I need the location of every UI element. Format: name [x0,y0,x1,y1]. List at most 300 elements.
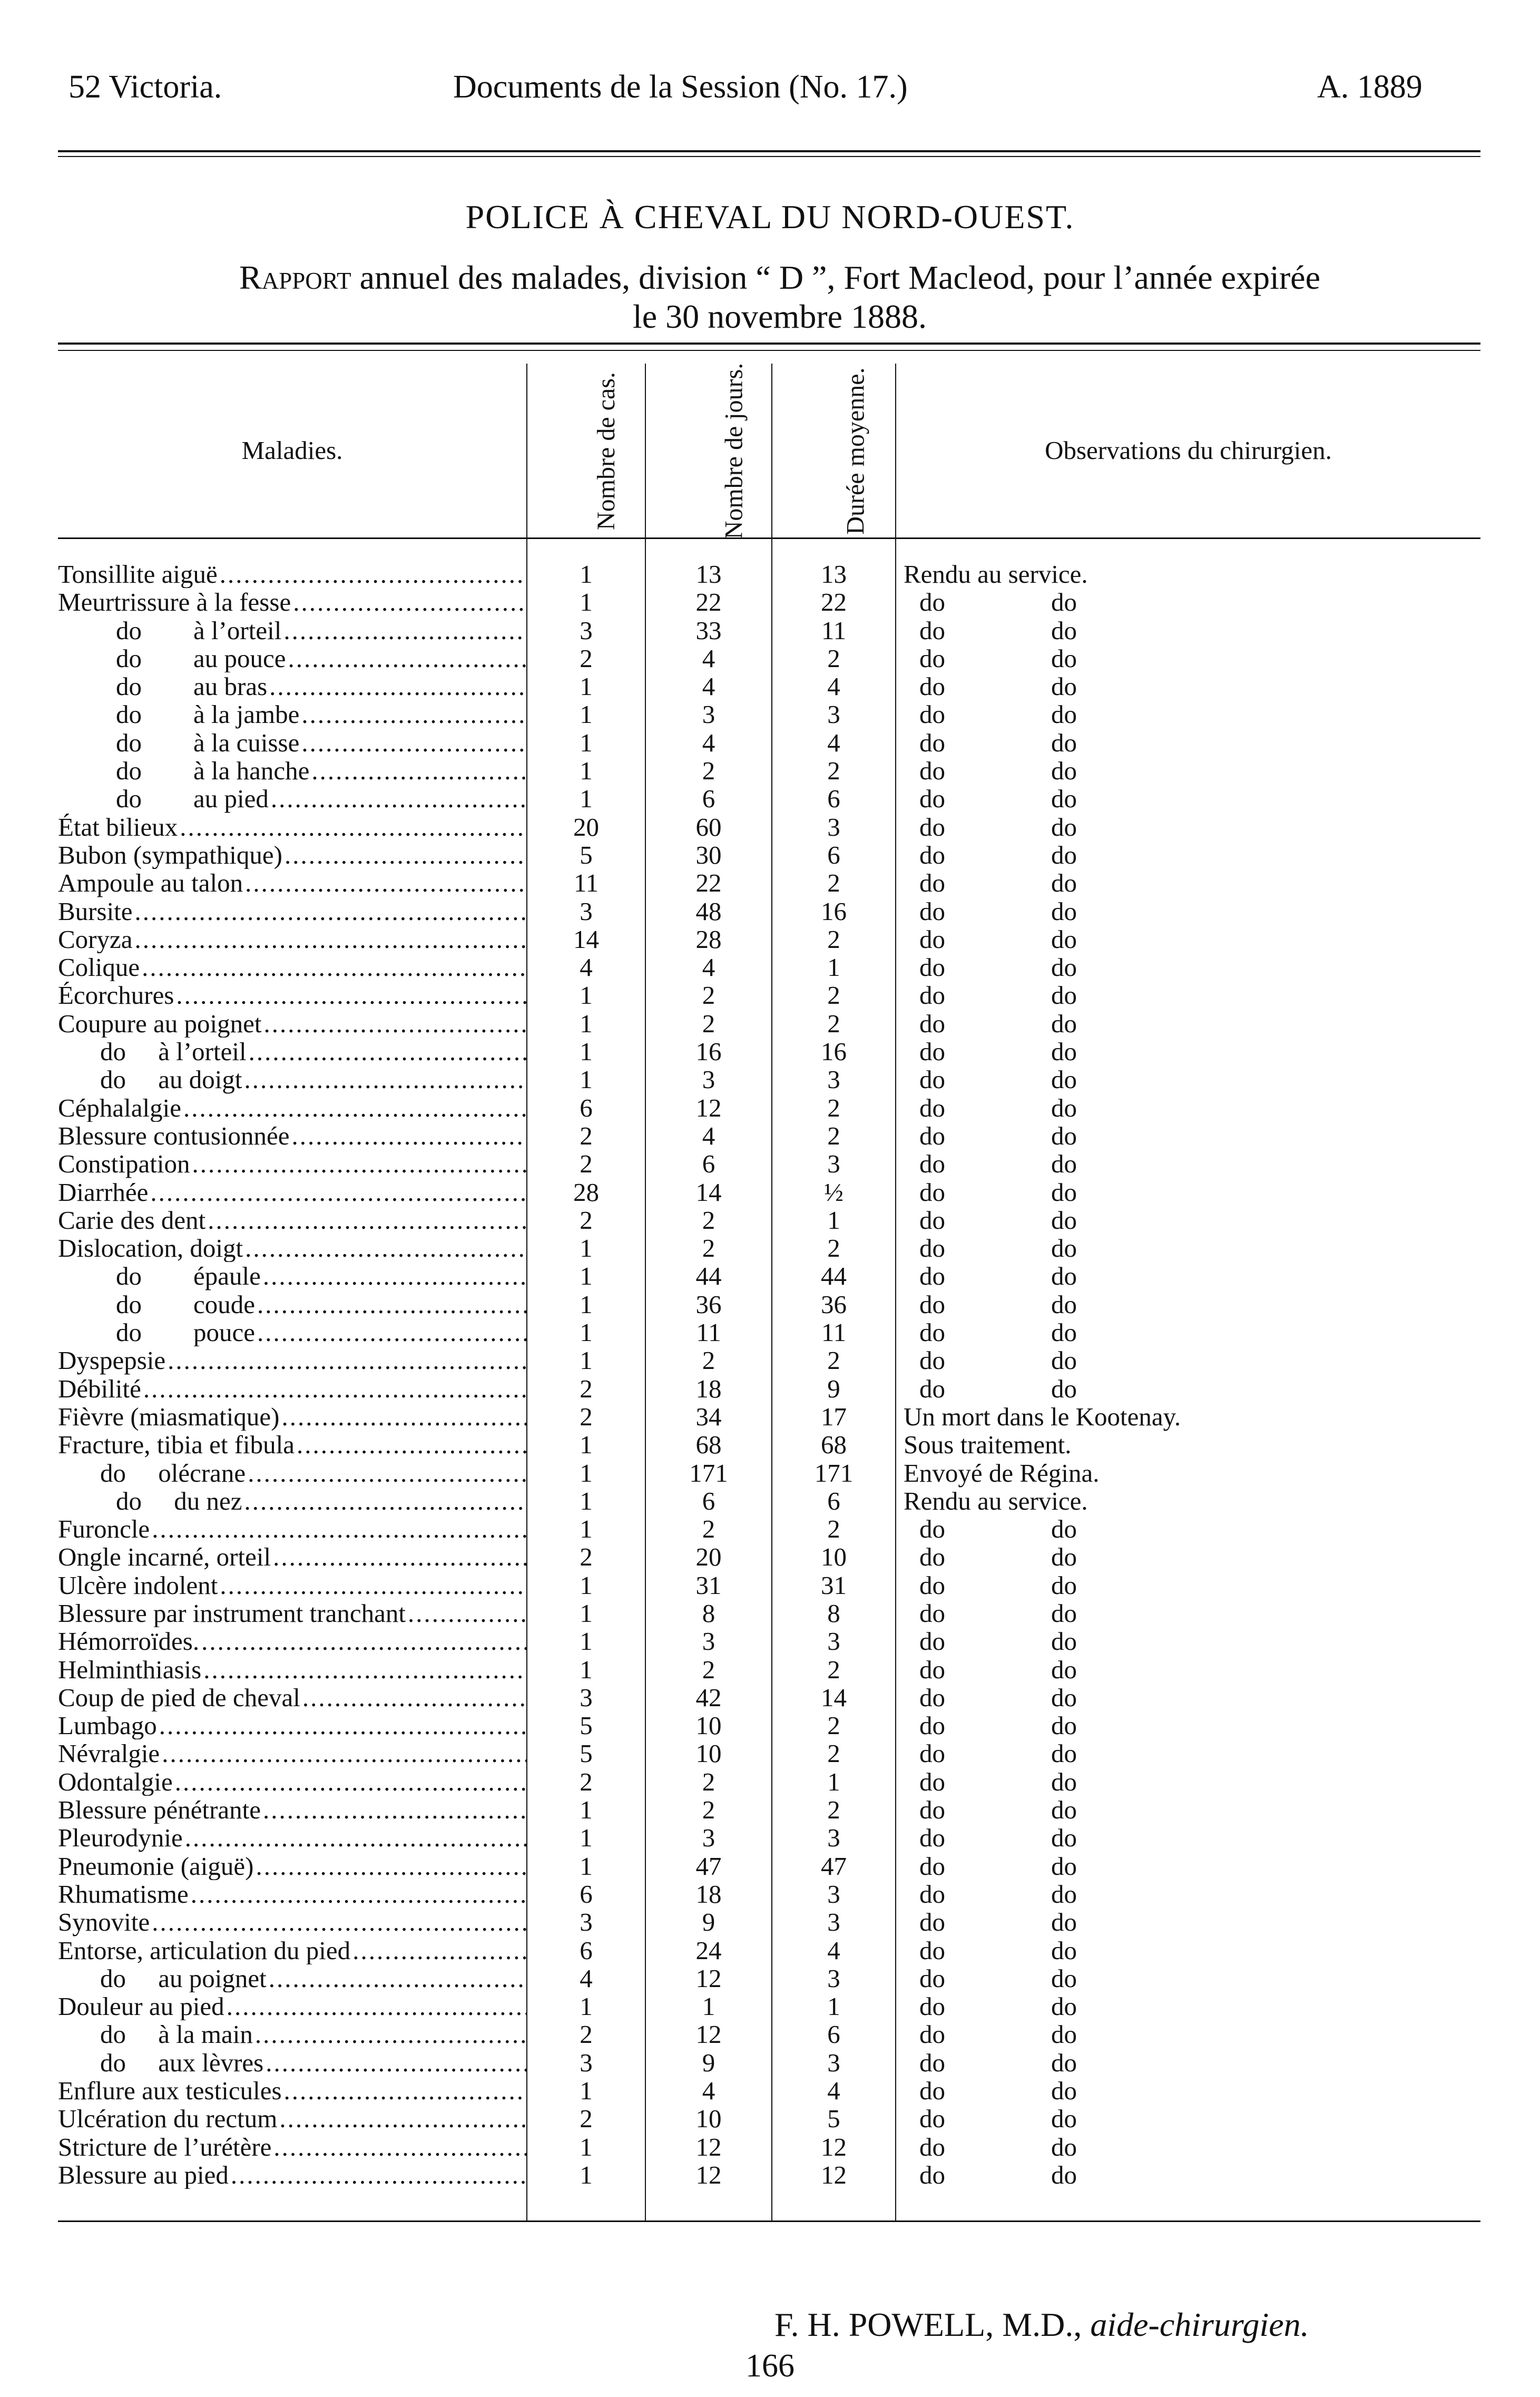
duree-cell: 2 [772,644,896,672]
table-row [58,700,1480,728]
duree-cell: 2 [772,1796,896,1824]
cas-cell: 2 [527,1768,645,1796]
observation-text: do [919,1289,945,1319]
table-top-rule-thin [58,350,1480,351]
disease-name: do à la hanche [116,757,310,785]
cas-cell: 1 [527,672,645,700]
observation-text: do [919,1627,945,1656]
dot-leader [408,1599,526,1627]
disease-name: Entorse, articulation du pied [58,1936,351,1964]
disease-cell [58,1711,527,1739]
table-row [58,757,1480,785]
table-row [58,981,1480,1009]
header-rule-thin [58,156,1480,157]
observation-text: do [919,1318,945,1347]
dot-leader [263,1262,526,1290]
disease-name: Ulcération du rectum [58,2105,278,2133]
jours-cell: 9 [645,2049,772,2077]
cas-cell: 1 [527,1234,645,1262]
cas-cell: 2 [527,1403,645,1431]
disease-name: Stricture de l’urétère [58,2132,272,2161]
observation-ditto: do [1051,1289,1077,1319]
table-row [58,1122,1480,1150]
table-row [58,617,1480,644]
observation-ditto: do [1051,2104,1077,2134]
observation-ditto: do [1051,1598,1077,1628]
cas-cell: 1 [527,1627,645,1655]
disease-name: do au pied [116,785,269,813]
duree-cell: 11 [772,1318,896,1346]
observation-text: do [919,1767,945,1796]
cas-cell: 1 [527,729,645,757]
duree-cell: 171 [772,1459,896,1487]
disease-cell [58,1964,527,1992]
jours-cell: 6 [645,1150,772,1178]
cas-cell: 1 [527,1346,645,1374]
jours-cell: 47 [645,1852,772,1880]
observation-ditto: do [1051,1823,1077,1853]
duree-cell: 3 [772,1824,896,1852]
observation-text: do [919,1149,945,1179]
duree-cell: 2 [772,757,896,785]
jours-cell: 11 [645,1318,772,1346]
disease-name: do épaule [116,1262,261,1290]
disease-cell [58,1375,527,1403]
dot-leader [245,1234,526,1262]
disease-name: Ulcère indolent [58,1571,218,1599]
dot-leader [183,1094,526,1122]
jours-cell: 3 [645,700,772,728]
table-row [58,672,1480,700]
duree-cell: 9 [772,1375,896,1403]
cas-cell: 3 [527,1684,645,1711]
observation-text: do [919,812,945,842]
jours-cell: 1 [645,1992,772,2020]
cas-cell: 1 [527,1318,645,1346]
disease-name: do à la jambe [116,700,300,729]
jours-cell: 4 [645,1122,772,1150]
duree-cell: 3 [772,1908,896,1936]
duree-cell: 2 [772,1122,896,1150]
jours-cell: 18 [645,1880,772,1908]
disease-name: Fièvre (miasmatique) [58,1402,280,1431]
disease-name: do au doigt [100,1065,242,1094]
cas-cell: 1 [527,1487,645,1515]
table-row [58,785,1480,813]
observation-ditto: do [1051,1514,1077,1544]
table-row [58,1234,1480,1262]
observation-text: do [919,1065,945,1094]
observation-cell [896,1375,1480,1403]
duree-cell: 6 [772,1487,896,1515]
observation-cell [896,1571,1480,1599]
observation-cell [896,539,1480,589]
jours-cell: 6 [645,1487,772,1515]
duree-cell: 4 [772,729,896,757]
cas-cell: 1 [527,1515,645,1543]
observation-cell [896,2161,1480,2222]
observation-ditto: do [1051,1851,1077,1881]
jours-cell: 3 [645,1824,772,1852]
disease-cell [58,757,527,785]
duree-cell: 16 [772,897,896,925]
table-row [58,1908,1480,1936]
duree-cell: 2 [772,1010,896,1038]
signature-name: F. H. POWELL, M.D., [774,2306,1082,2343]
duree-cell: 4 [772,1936,896,1964]
observation-ditto: do [1051,1739,1077,1768]
table-row [58,2049,1480,2077]
disease-cell [58,1656,527,1684]
observation-cell [896,700,1480,728]
disease-cell [58,1936,527,1964]
observation-ditto: do [1051,2020,1077,2049]
duree-cell: 2 [772,1656,896,1684]
jours-cell: 68 [645,1431,772,1459]
running-head-center: Documents de la Session (No. 17.) [453,69,908,105]
observation-text: Sous traitement. [904,1430,1072,1460]
dot-leader [263,1796,526,1824]
observation-text: do [919,1963,945,1993]
dot-leader [220,560,526,588]
disease-name: Débilité [58,1374,141,1403]
dot-leader [255,2020,526,2048]
observation-text: do [919,840,945,869]
disease-name: Furoncle [58,1515,150,1543]
table-row [58,1936,1480,1964]
cas-cell: 1 [527,1992,645,2020]
observation-cell [896,841,1480,869]
jours-cell: 48 [645,897,772,925]
observation-text: do [919,1205,945,1235]
disease-name: Colique [58,953,140,982]
duree-cell: 3 [772,700,896,728]
disease-name: Synovite [58,1908,150,1936]
duree-cell: 3 [772,1150,896,1178]
duree-cell: 4 [772,672,896,700]
cas-cell: 28 [527,1178,645,1206]
cas-cell: 3 [527,2049,645,2077]
disease-name: Pneumonie (aiguë) [58,1852,254,1880]
disease-cell [58,1487,527,1515]
cas-cell: 1 [527,1262,645,1290]
jours-cell: 2 [645,1346,772,1374]
disease-name: Bursite [58,897,133,925]
observation-ditto: do [1051,784,1077,814]
dot-leader [257,1290,526,1318]
observation-ditto: do [1051,1149,1077,1179]
table-row [58,1684,1480,1711]
disease-cell [58,1515,527,1543]
table-row [58,1880,1480,1908]
cas-cell: 4 [527,953,645,981]
observation-ditto: do [1051,953,1077,982]
jours-cell: 28 [645,925,772,953]
col-header-jours: Nombre de jours. [645,364,772,539]
table-row [58,1150,1480,1178]
disease-name: État bilieux [58,813,178,841]
disease-name: Coup de pied de cheval [58,1683,300,1712]
dot-leader [191,1880,526,1908]
jours-cell: 44 [645,1262,772,1290]
disease-cell [58,700,527,728]
disease-name: do du nez [116,1486,242,1515]
disease-name: Blessure par instrument tranchant [58,1599,406,1628]
observation-cell [896,1992,1480,2020]
jours-cell: 22 [645,588,772,616]
observation-ditto: do [1051,1992,1077,2021]
disease-name: Écorchures [58,981,174,1010]
disease-cell [58,1206,527,1234]
disease-cell [58,1796,527,1824]
table-row [58,1206,1480,1234]
dot-leader [208,1206,526,1234]
observation-text: do [919,2048,945,2077]
observation-ditto: do [1051,1318,1077,1347]
observation-ditto: do [1051,1261,1077,1291]
col-header-observations: Observations du chirurgien. [896,364,1480,539]
disease-name: do au bras [116,672,268,701]
observation-cell [896,1262,1480,1290]
dot-leader [135,925,527,953]
observation-cell [896,729,1480,757]
dot-leader [257,1318,526,1346]
duree-cell: 2 [772,981,896,1009]
dot-leader [203,1656,526,1684]
disease-name: Douleur au pied [58,1992,224,2021]
table-row [58,1178,1480,1206]
jours-cell: 4 [645,2077,772,2105]
disease-name: Névralgie [58,1739,160,1768]
jours-cell: 34 [645,1403,772,1431]
table-row [58,1431,1480,1459]
cas-cell: 1 [527,1431,645,1459]
table-row [58,644,1480,672]
observation-text: do [919,1655,945,1684]
duree-cell: ½ [772,1178,896,1206]
disease-name: do à l’orteil [100,1038,247,1066]
dot-leader [273,1543,526,1571]
observation-ditto: do [1051,1037,1077,1067]
observation-text: do [919,896,945,926]
table-row [58,1065,1480,1093]
jours-cell: 14 [645,1178,772,1206]
duree-cell: 14 [772,1684,896,1711]
observation-text: do [919,1682,945,1712]
dot-leader [185,1824,526,1852]
dot-leader [176,981,526,1009]
cas-cell: 1 [527,2133,645,2161]
disease-name: Odontalgie [58,1767,173,1796]
disease-cell [58,1150,527,1178]
cas-cell: 1 [527,2077,645,2105]
disease-name: Céphalalgie [58,1093,182,1122]
cas-cell: 1 [527,757,645,785]
duree-cell: 11 [772,617,896,644]
dot-leader [269,1964,526,1992]
jours-cell: 2 [645,757,772,785]
disease-cell [58,2020,527,2048]
dot-leader [301,700,526,728]
disease-cell [58,2133,527,2161]
table-row [58,897,1480,925]
observation-text: Envoyé de Régina. [904,1458,1100,1488]
observation-cell [896,1346,1480,1374]
observation-cell [896,1318,1480,1346]
observation-cell [896,1627,1480,1655]
disease-name: Blessure pénétrante [58,1796,261,1824]
observation-cell [896,953,1480,981]
disease-cell [58,1094,527,1122]
jours-cell: 12 [645,1094,772,1122]
cas-cell: 1 [527,1599,645,1627]
dot-leader [281,1403,526,1431]
table-row [58,1094,1480,1122]
duree-cell: 22 [772,588,896,616]
disease-cell [58,1403,527,1431]
observation-cell [896,588,1480,616]
dot-leader [162,1739,526,1767]
disease-cell [58,897,527,925]
observation-cell [896,1599,1480,1627]
observation-text: do [919,1570,945,1600]
observation-cell [896,897,1480,925]
observation-text: do [919,1037,945,1067]
observation-ditto: do [1051,1542,1077,1572]
table-row [58,2161,1480,2222]
observation-text: do [919,1992,945,2021]
disease-cell [58,1038,527,1065]
page-number: 166 [746,2348,794,2384]
disease-name: Ampoule au talon [58,869,243,897]
observation-ditto: do [1051,1795,1077,1825]
duree-cell: 2 [772,1094,896,1122]
disease-cell [58,2049,527,2077]
table-row [58,1515,1480,1543]
observation-ditto: do [1051,1177,1077,1207]
disease-cell [58,1880,527,1908]
observation-cell [896,1824,1480,1852]
disease-cell [58,1065,527,1093]
observation-text: do [919,981,945,1010]
dot-leader [293,588,526,616]
observation-cell [896,1880,1480,1908]
observation-cell [896,1543,1480,1571]
table-row [58,1739,1480,1767]
dot-leader [284,2077,526,2105]
jours-cell: 4 [645,953,772,981]
cas-cell: 1 [527,1290,645,1318]
cas-cell: 11 [527,869,645,897]
observation-ditto: do [1051,1570,1077,1600]
observation-ditto: do [1051,756,1077,786]
observation-text: do [919,1121,945,1150]
dot-leader [152,1515,526,1543]
dot-leader [352,1936,526,1964]
disease-name: Fracture, tibia et fibula [58,1431,295,1459]
duree-cell: 17 [772,1403,896,1431]
observation-ditto: do [1051,615,1077,645]
cas-cell: 3 [527,1908,645,1936]
duree-cell: 3 [772,1065,896,1093]
observation-ditto: do [1051,1234,1077,1263]
jours-cell: 4 [645,644,772,672]
observation-cell [896,1150,1480,1178]
observation-text: do [919,2132,945,2161]
observation-cell [896,1010,1480,1038]
disease-cell [58,1908,527,1936]
duree-cell: 5 [772,2105,896,2132]
dot-leader [142,953,526,981]
dot-leader [244,1065,526,1093]
cas-cell: 1 [527,1010,645,1038]
table-row [58,1038,1480,1065]
dot-leader [249,1038,526,1065]
col-header-duree: Durée moyenne. [772,364,896,539]
cas-cell: 6 [527,1094,645,1122]
table-row [58,2020,1480,2048]
disease-name: Blessure au pied [58,2160,229,2189]
dot-leader [192,1150,526,1178]
dot-leader [143,1375,526,1403]
observation-ditto: do [1051,1121,1077,1150]
observation-ditto: do [1051,2132,1077,2161]
observation-ditto: do [1051,700,1077,729]
observation-cell [896,1038,1480,1065]
disease-name: Coryza [58,925,133,954]
duree-cell: 31 [772,1571,896,1599]
disease-cell [58,1852,527,1880]
observation-text: do [919,1711,945,1740]
dot-leader [288,644,527,672]
table-row [58,1992,1480,2020]
cas-cell: 20 [527,813,645,841]
observation-cell [896,1515,1480,1543]
duree-cell: 12 [772,2133,896,2161]
observation-cell [896,1656,1480,1684]
disease-cell [58,672,527,700]
table-row [58,869,1480,897]
jours-cell: 6 [645,785,772,813]
disease-name: Tonsillite aiguë [58,560,218,589]
dot-leader [301,729,526,757]
duree-cell: 3 [772,1627,896,1655]
observation-text: do [919,728,945,757]
observation-ditto: do [1051,588,1077,617]
observation-text: do [919,700,945,729]
table-header-row [58,364,1480,539]
jours-cell: 20 [645,1543,772,1571]
observation-cell [896,2049,1480,2077]
table-row [58,1262,1480,1290]
observation-text: do [919,1542,945,1572]
duree-cell: 2 [772,1739,896,1767]
disease-cell [58,869,527,897]
table-row [58,1964,1480,1992]
observation-ditto: do [1051,1963,1077,1993]
observation-ditto: do [1051,1682,1077,1712]
observation-text: Rendu au service. [904,1486,1088,1515]
dot-leader [231,2161,526,2189]
observation-cell [896,1459,1480,1487]
cas-cell: 1 [527,785,645,813]
table-row [58,1375,1480,1403]
jours-cell: 42 [645,1684,772,1711]
observation-ditto: do [1051,896,1077,926]
observation-text: do [919,924,945,954]
observation-text: do [919,1009,945,1038]
jours-cell: 2 [645,1010,772,1038]
